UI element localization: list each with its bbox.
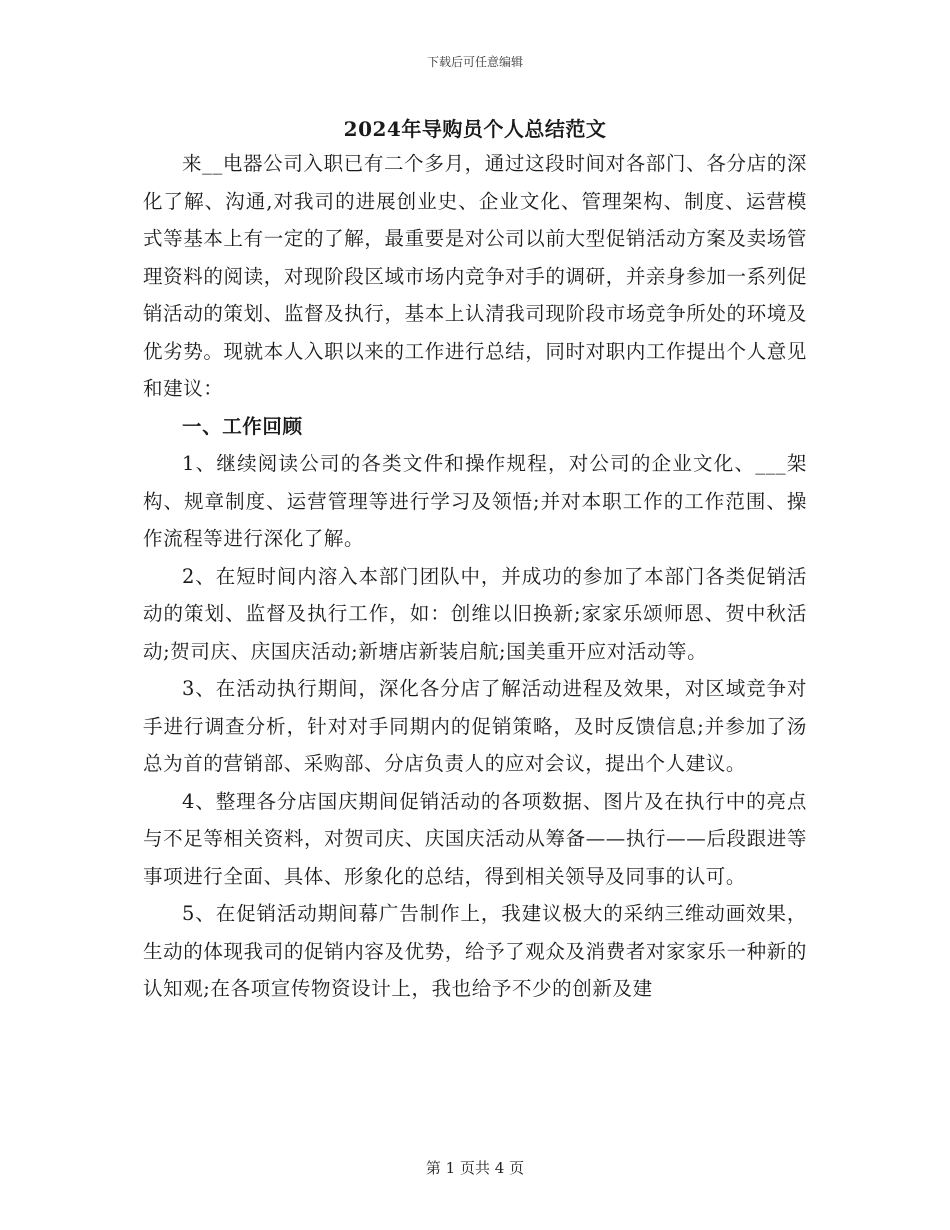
section-heading: 一、工作回顾 — [182, 414, 303, 438]
page-number: 第 1 页共 4 页 — [425, 1159, 525, 1177]
list-item: 4、整理各分店国庆期间促销活动的各项数据、图片及在执行中的亮点与不足等相关资料，对贺司庆、庆国庆活动从筹备——执行——后段跟进等事项进行全面、具体、形象化的总结，得到相关领导及同事的认可。 — [143, 789, 807, 888]
header-note: 下载后可任意编辑 — [426, 55, 523, 69]
list-item: 3、在活动执行期间，深化各分店了解活动进程及效果，对区域竞争对手进行调查分析，针对对手同期内的促销策略，及时反馈信息;并参加了汤总为首的营销部、采购部、分店负责人的应对会议，提出个人建议。 — [143, 677, 807, 775]
list-item: 2、在短时间内溶入本部门团队中，并成功的参加了本部门各类促销活动的策划、监督及执行工作，如：创维以旧换新;家家乐颂师恩、贺中秋活动;贺司庆、庆国庆活动;新塘店新装启航;国美重开应对活动等。 — [143, 564, 807, 663]
document-title: 2024年导购员个人总结范文 — [343, 117, 607, 141]
list-item: 1、继续阅读公司的各类文件和操作规程，对公司的企业文化、___架构、规章制度、运营管理等进行学习及领悟;并对本职工作的工作范围、操作流程等进行深化了解。 — [143, 452, 807, 550]
document-body — [143, 145, 807, 1008]
list-item: 5、在促销活动期间幕广告制作上，我建议极大的采纳三维动画效果，生动的体现我司的促销内容及优势，给予了观众及消费者对家家乐一种新的认知观;在各项宣传物资设计上，我也给予不少的创新及建 — [143, 902, 807, 1000]
intro-paragraph: 来__电器公司入职已有二个多月，通过这段时间对各部门、各分店的深化了解、沟通,对我司的进展创业史、企业文化、管理架构、制度、运营模式等基本上有一定的了解，最重要是对公司以前大型促销活动方案及卖场管理资料的阅读，对现阶段区域市场内竞争对手的调研，并亲身参加一系列促销活动的策划、监督及执行，基本上认清我司现阶段市场竞争所处的环境及优劣势。现就本人入职以来的工作进行总结，同时对职内工作提出个人意见和建议： — [143, 152, 807, 400]
